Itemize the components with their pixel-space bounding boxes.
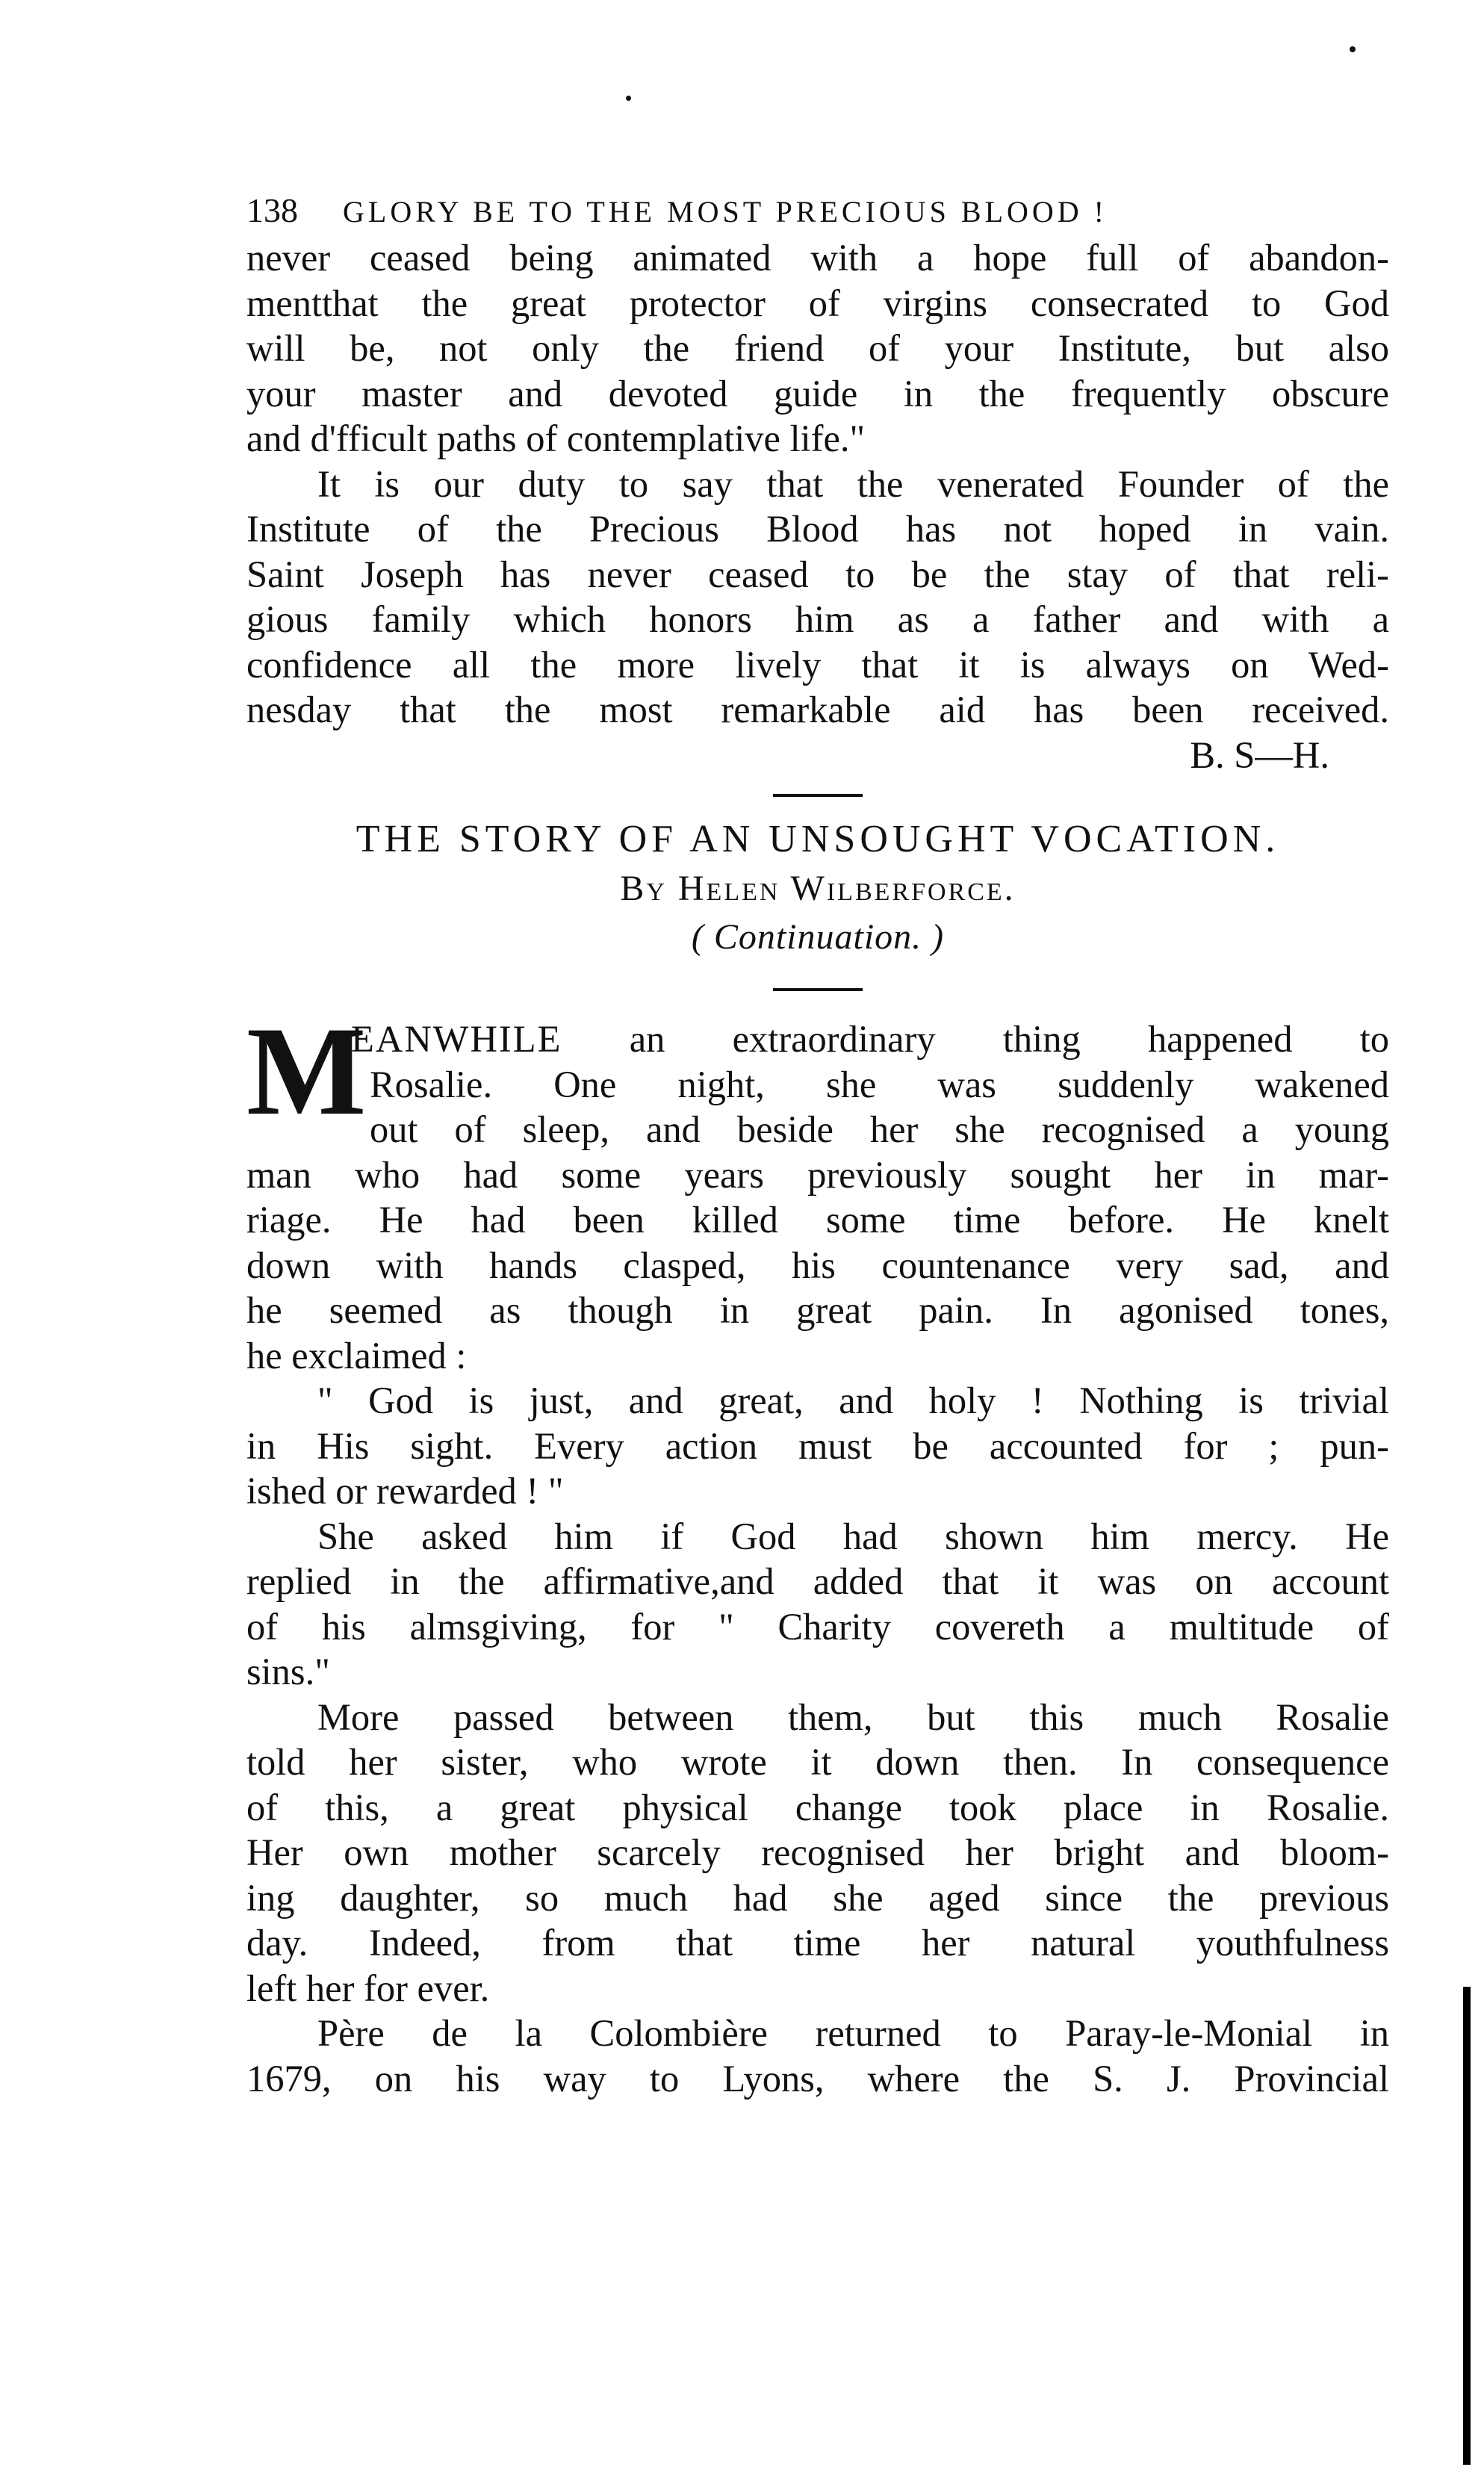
article-byline: By Helen Wilberforce. [620,869,1016,908]
text-line: and d'fficult paths of contemplative life." [246,418,866,459]
text-line: 1679, on his way to Lyons, where the S. J. Provincial [246,2057,1389,2100]
text-line: left her for ever. [246,1967,490,2009]
drop-cap: M [246,1001,367,1141]
paragraph [246,1378,1389,1514]
text-line: ing daughter, so much had she aged since the previous [246,1876,1389,1919]
article-title: THE STORY OF AN UNSOUGHT VOCATION. [356,818,1280,860]
signature: B. S—H. [1190,733,1329,776]
scan-speck [626,96,631,101]
text-line: he exclaimed : [246,1334,467,1377]
text-line: ished or rewarded ! " [246,1470,564,1512]
text-line: gious family which honors him as a father and with a [246,598,1389,640]
scan-edge-shadow [1463,1987,1471,2465]
text-line: Institute of the Precious Blood has not hoped in vain. [246,508,1389,550]
text-line: Saint Joseph has never ceased to be the stay of that reli- [246,553,1389,595]
opening-words: EANWHILE [351,1018,562,1060]
text-line: It is our duty to say that the venerated Founder of the [317,462,1389,505]
running-head-title: GLORY BE TO THE MOST PRECIOUS BLOOD ! [343,195,1108,229]
opening-rest: an extraordinary thing happened to [629,1018,1389,1060]
text-line: Her own mother scarcely recognised her bright and bloom- [246,1831,1389,1873]
paragraph [246,1152,1389,1379]
text-line: down with hands clasped, his countenance very sad, and [246,1244,1389,1286]
paragraph [246,235,1389,462]
article-body [246,1001,1389,2101]
text-line: She asked him if God had shown him mercy. He [317,1515,1389,1557]
text-line: nesday that the most remarkable aid has been received. [246,689,1389,730]
intro-text [246,235,1389,778]
text-line [246,1017,1389,1062]
text-line: will be, not only the friend of your Institute, but also [246,327,1389,369]
section-divider [773,794,863,797]
scan-speck [1350,46,1356,52]
text-line: sins." [246,1651,330,1692]
text-line: confidence all the more lively that it is always on Wed- [246,643,1389,686]
text-line: told her sister, who wrote it down then. In consequence [246,1741,1389,1783]
title-divider [773,988,863,991]
paragraph [246,1514,1389,1695]
running-head [246,190,1389,235]
text-line: he seemed as though in great pain. In agonised tones, [246,1289,1389,1331]
text-line: of his almsgiving, for " Charity covereth a multitude of [246,1605,1389,1648]
page-number: 138 [246,191,298,229]
text-line: day. Indeed, from that time her natural youthfulness [246,1922,1389,1964]
text-line: riage. He had been killed some time before. He knelt [246,1199,1389,1241]
text-line: man who had some years previously sought her in mar- [246,1153,1389,1196]
text-line: Rosalie. One night, she was suddenly wakened [370,1063,1389,1105]
paragraph [246,1695,1389,2011]
continuation-note: ( Continuation. ) [691,917,945,957]
text-line: never ceased being animated with a hope full of abandon- [246,237,1389,279]
text-line: replied in the affirmative,and added that it was on account [246,1560,1389,1602]
text-line: in His sight. Every action must be accounted for ; pun- [246,1424,1389,1467]
text-line: your master and devoted guide in the frequently obscure [246,372,1389,415]
text-line: More passed between them, but this much Rosalie [317,1695,1389,1738]
text-line: " God is just, and great, and holy ! Nothing is trivial [317,1380,1389,1421]
text-line: out of sleep, and beside her she recognised a young [370,1108,1389,1150]
paragraph [246,2011,1389,2101]
text-line: of this, a great physical change took place in Rosalie. [246,1786,1389,1828]
paragraph [246,462,1389,733]
book-page [246,190,1389,2101]
text-line: mentthat the great protector of virgins consecrated to God [246,282,1389,324]
text-line: Père de la Colombière returned to Paray-le-Monial in [317,2012,1389,2054]
